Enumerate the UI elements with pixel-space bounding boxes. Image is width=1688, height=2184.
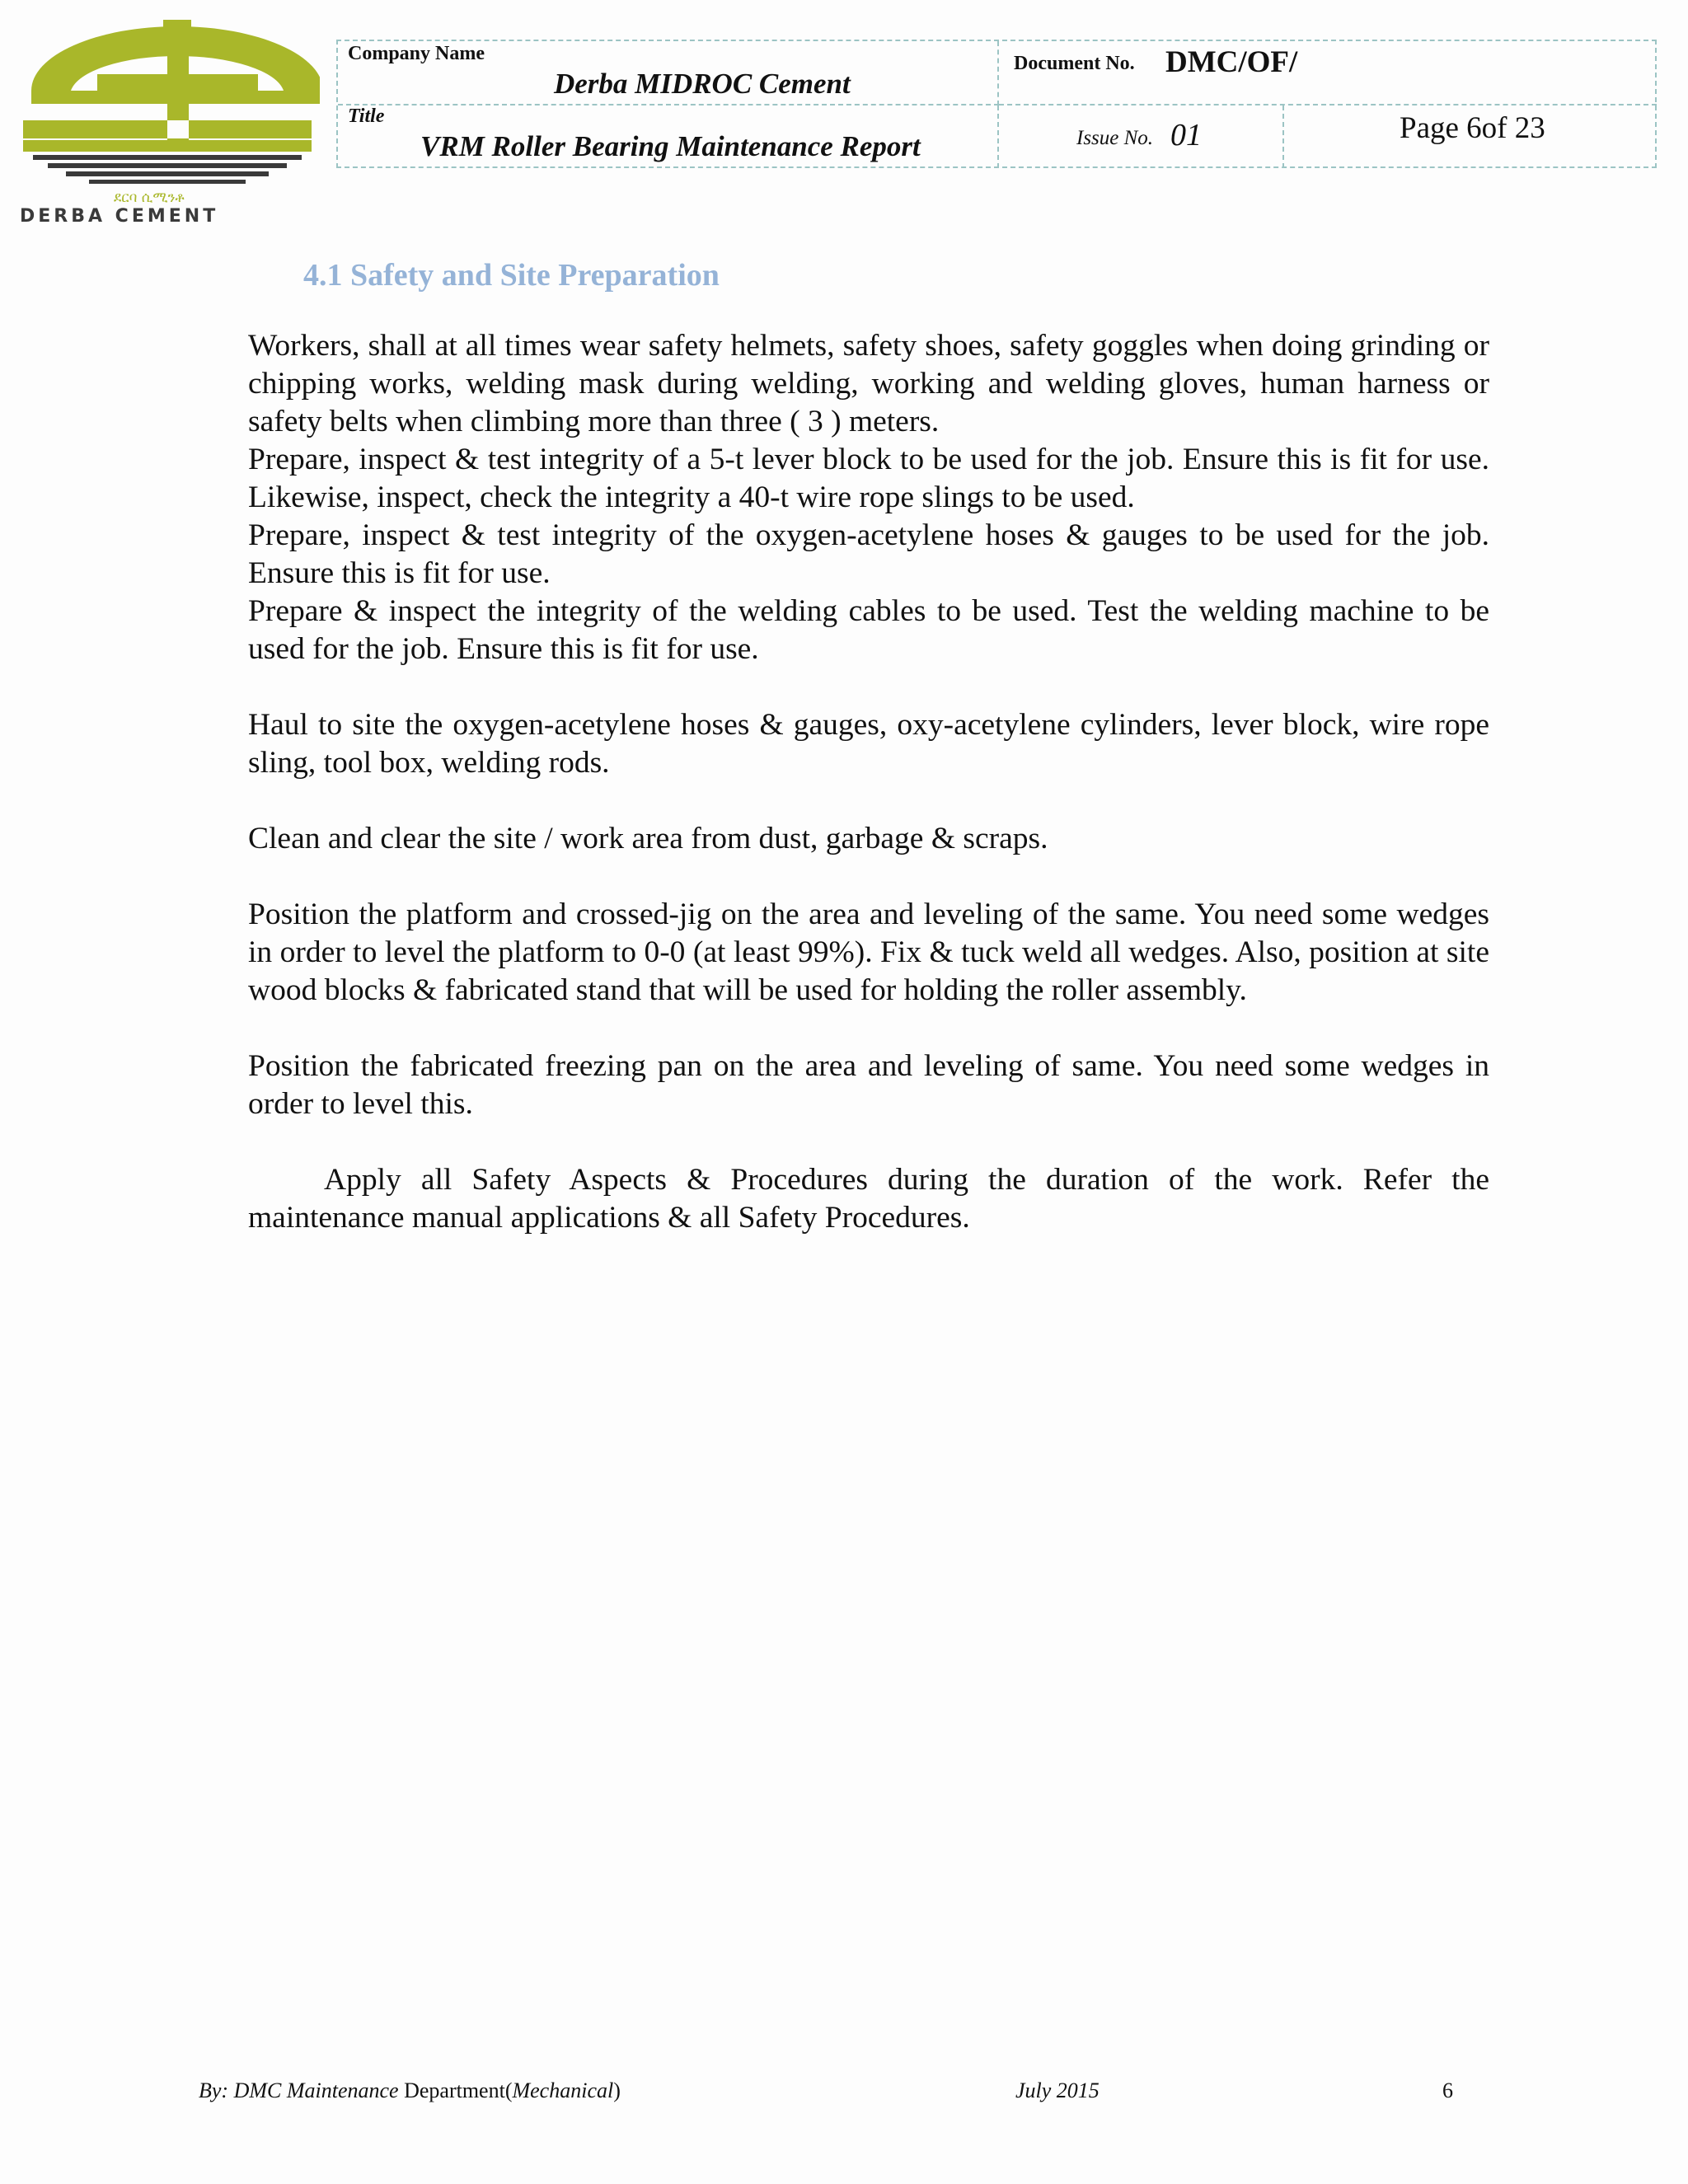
title-label: Title [348, 105, 385, 127]
company-name: Derba MIDROC Cement [554, 68, 851, 100]
page-cell [1284, 105, 1657, 168]
company-logo [15, 15, 320, 225]
paragraph-clean-site: Clean and clear the site / work area from dust, garbage & scraps. [248, 822, 1048, 855]
page-indicator: Page 6of 23 [1400, 111, 1545, 145]
footer-author [199, 2079, 621, 2103]
issue-number: 01 [1170, 118, 1202, 152]
footer-by: By: DMC Maintenance [199, 2079, 399, 2102]
footer-page-number: 6 [1442, 2079, 1453, 2102]
document-number-cell [999, 41, 1657, 105]
logo-brand-text: DERBA CEMENT [20, 206, 219, 227]
footer-date: July 2015 [1015, 2079, 1100, 2102]
paragraph-ppe: Workers, shall at all times wear safety helmets, safety shoes, safety goggles when doing grinding or chipping works, welding mask during welding, working and welding gloves, human harness or safety belts when climbing more than three ( 3 ) meters. [248, 329, 1489, 438]
logo-amharic-text: ደርባ ሲሚንቶ [114, 190, 185, 206]
paragraph-haul-to-site: Haul to site the oxygen-acetylene hoses & gauges, oxy-acetylene cylinders, lever block, wire rope sling, tool box, welding rods. [248, 708, 1489, 780]
issue-cell [999, 105, 1284, 168]
section-body [248, 327, 1489, 1237]
document-title: VRM Roller Bearing Maintenance Report [420, 130, 921, 162]
issue-label: Issue No. [1076, 127, 1154, 149]
paragraph-safety-aspects: Apply all Safety Aspects & Procedures during the duration of the work. Refer the maintenance manual applications & all Safety Procedures. [248, 1163, 1489, 1235]
paragraph-lever-block: Prepare, inspect & test integrity of a 5-t lever block to be used for the job. Ensure this is fit for use. Likewise, inspect, check the integrity a 40-t wire rope slings to be used. [248, 443, 1489, 514]
title-cell [338, 105, 999, 168]
company-cell [338, 41, 999, 105]
paragraph-welding-cables: Prepare & inspect the integrity of the welding cables to be used. Test the welding machine to be used for the job. Ensure this is fit for use. [248, 594, 1489, 666]
section-heading: 4.1 Safety and Site Preparation [303, 258, 720, 293]
footer-close-paren: ) [613, 2079, 621, 2102]
document-header-table [336, 40, 1657, 168]
footer-mechanical: Mechanical [512, 2079, 614, 2102]
company-label: Company Name [348, 43, 485, 64]
footer-department: Department( [404, 2079, 513, 2102]
document-number: DMC/OF/ [1165, 45, 1298, 79]
paragraph-freezing-pan: Position the fabricated freezing pan on the area and leveling of same. You need some wedges in order to level this. [248, 1049, 1489, 1121]
document-label: Document No. [1014, 53, 1135, 74]
paragraph-platform: Position the platform and crossed-jig on the area and leveling of the same. You need some wedges in order to level the platform to 0-0 (at least 99%). Fix & tuck weld all wedges. Also, position at site wood blocks & fabricated stand that will be used for holding the roller assembly. [248, 898, 1489, 1007]
paragraph-oxy-hoses: Prepare, inspect & test integrity of the oxygen-acetylene hoses & gauges to be used for the job. Ensure this is fit for use. [248, 518, 1489, 590]
